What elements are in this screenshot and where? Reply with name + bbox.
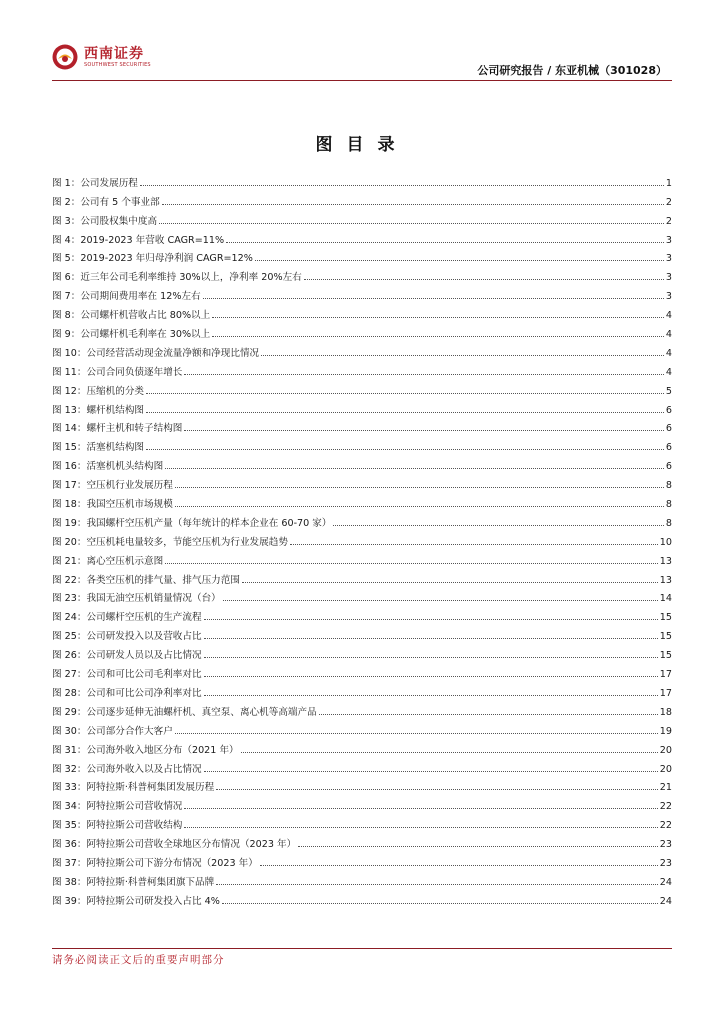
toc-entry[interactable] (52, 472, 672, 491)
toc-entry-page: 8 (665, 499, 672, 511)
toc-entry-label: 图 32：公司海外收入以及占比情况 (52, 763, 202, 775)
toc-entry-page: 13 (659, 574, 672, 586)
toc-entry-page: 8 (665, 480, 672, 492)
toc-entry-page: 6 (665, 404, 672, 416)
toc-entry-label: 图 3：公司股权集中度高 (52, 215, 158, 227)
toc-leader-dots (204, 638, 658, 639)
toc-entry-label: 图 16：活塞机机头结构图 (52, 461, 164, 473)
toc-leader-dots (212, 317, 664, 318)
toc-entry-label: 图 31：公司海外收入地区分布（2021 年） (52, 744, 239, 756)
toc-leader-dots (146, 449, 664, 450)
toc-entry[interactable] (52, 831, 672, 850)
toc-leader-dots (241, 752, 658, 753)
toc-entry-page: 21 (659, 782, 672, 794)
toc-entry-page: 17 (659, 669, 672, 681)
toc-entry[interactable] (52, 246, 672, 265)
toc-leader-dots (184, 374, 664, 375)
toc-entry-label: 图 19：我国螺杆空压机产量（每年统计的样本企业在 60-70 家） (52, 517, 332, 529)
toc-leader-dots (146, 412, 664, 413)
toc-entry[interactable] (52, 680, 672, 699)
toc-entry-page: 6 (665, 461, 672, 473)
toc-leader-dots (175, 733, 658, 734)
toc-entry[interactable] (52, 548, 672, 567)
toc-entry-page: 3 (665, 272, 672, 284)
toc-entry-label: 图 36：阿特拉斯公司营收全球地区分布情况（2023 年） (52, 839, 297, 851)
toc-entry-label: 图 9：公司螺杆机毛利率在 30%以上 (52, 329, 211, 341)
page-title: 图目录 (315, 135, 409, 155)
toc-entry[interactable] (52, 623, 672, 642)
toc-entry[interactable] (52, 416, 672, 435)
toc-entry-page: 3 (665, 291, 672, 303)
toc-entry[interactable] (52, 661, 672, 680)
footer-divider (52, 948, 672, 949)
toc-entry-label: 图 22：各类空压机的排气量、排气压力范围 (52, 574, 240, 586)
toc-entry[interactable] (52, 491, 672, 510)
toc-entry-label: 图 25：公司研发投入以及营收占比 (52, 631, 202, 643)
toc-entry-label: 图 35：阿特拉斯公司营收结构 (52, 820, 183, 832)
report-label: 公司研究报告 / 东亚机械（301028） (477, 64, 667, 77)
toc-entry-page: 20 (659, 763, 672, 775)
toc-entry-label: 图 10：公司经营活动现金流量净额和净现比情况 (52, 347, 260, 359)
toc-leader-dots (222, 903, 658, 904)
toc-entry-label: 图 30：公司部分合作大客户 (52, 725, 173, 737)
toc-entry[interactable] (52, 812, 672, 831)
toc-leader-dots (165, 563, 658, 564)
toc-entry[interactable] (52, 756, 672, 775)
toc-leader-dots (216, 884, 658, 885)
toc-entry[interactable] (52, 302, 672, 321)
toc-leader-dots (184, 827, 657, 828)
toc-entry-label: 图 24：公司螺杆空压机的生产流程 (52, 612, 202, 624)
toc-entry-page: 18 (659, 706, 672, 718)
toc-leader-dots (212, 336, 664, 337)
toc-entry[interactable] (52, 737, 672, 756)
toc-entry-label: 图 29：公司逐步延伸无油螺杆机、真空泵、离心机等高端产品 (52, 706, 317, 718)
toc-entry-page: 4 (665, 347, 672, 359)
toc-entry-label: 图 11：公司合同负债逐年增长 (52, 366, 183, 378)
toc-entry-page: 3 (665, 253, 672, 265)
toc-entry[interactable] (52, 189, 672, 208)
toc-leader-dots (261, 355, 664, 356)
toc-entry[interactable] (52, 359, 672, 378)
toc-entry-page: 3 (665, 234, 672, 246)
toc-leader-dots (223, 600, 658, 601)
toc-leader-dots (260, 865, 658, 866)
toc-entry-label: 图 20：空压机耗电量较多，节能空压机为行业发展趋势 (52, 536, 288, 548)
toc-entry[interactable] (52, 850, 672, 869)
toc-entry-label: 图 34：阿特拉斯公司营收情况 (52, 801, 183, 813)
toc-entry[interactable] (52, 775, 672, 794)
toc-entry-page: 24 (659, 895, 672, 907)
toc-leader-dots (175, 487, 664, 488)
toc-entry-label: 图 33：阿特拉斯·科普柯集团发展历程 (52, 782, 215, 794)
toc-entry-page: 6 (665, 423, 672, 435)
toc-entry[interactable] (52, 227, 672, 246)
toc-entry-page: 20 (659, 744, 672, 756)
toc-leader-dots (184, 430, 664, 431)
toc-entry-page: 2 (665, 196, 672, 208)
toc-entry-page: 22 (659, 820, 672, 832)
toc-entry-page: 22 (659, 801, 672, 813)
toc-entry[interactable] (52, 718, 672, 737)
toc-leader-dots (304, 279, 664, 280)
toc-leader-dots (140, 185, 664, 186)
toc-entry-label: 图 8：公司螺杆机营收占比 80%以上 (52, 310, 211, 322)
toc-entry-page: 4 (665, 310, 672, 322)
toc-entry[interactable] (52, 264, 672, 283)
toc-leader-dots (333, 525, 663, 526)
toc-entry-label: 图 27：公司和可比公司毛利率对比 (52, 669, 202, 681)
toc-entry[interactable] (52, 699, 672, 718)
company-logo (52, 44, 151, 70)
logo-cn-text: 西南证券 (84, 45, 144, 62)
toc-entry[interactable] (52, 170, 672, 189)
toc-entry[interactable] (52, 453, 672, 472)
toc-entry-page: 17 (659, 687, 672, 699)
toc-entry[interactable] (52, 378, 672, 397)
toc-entry-page: 24 (659, 876, 672, 888)
toc-entry-page: 19 (659, 725, 672, 737)
toc-entry[interactable] (52, 397, 672, 416)
toc-entry-page: 8 (665, 517, 672, 529)
toc-leader-dots (204, 771, 658, 772)
toc-entry-page: 15 (659, 650, 672, 662)
toc-entry[interactable] (52, 434, 672, 453)
toc-leader-dots (203, 298, 664, 299)
toc-leader-dots (319, 714, 658, 715)
toc-entry-label: 图 23：我国无油空压机销量情况（台） (52, 593, 221, 605)
toc-entry-label: 图 38：阿特拉斯·科普柯集团旗下品牌 (52, 876, 215, 888)
toc-entry-label: 图 5：2019-2023 年归母净利润 CAGR=12% (52, 253, 253, 265)
toc-entry-page: 1 (665, 177, 672, 189)
toc-leader-dots (175, 506, 664, 507)
toc-entry-page: 2 (665, 215, 672, 227)
toc-entry[interactable] (52, 529, 672, 548)
toc-entry-page: 5 (665, 385, 672, 397)
toc-entry[interactable] (52, 604, 672, 623)
toc-entry[interactable] (52, 642, 672, 661)
toc-entry[interactable] (52, 888, 672, 907)
toc-entry-label: 图 26：公司研发人员以及占比情况 (52, 650, 202, 662)
toc-leader-dots (204, 619, 658, 620)
toc-entry-label: 图 37：阿特拉斯公司下游分布情况（2023 年） (52, 857, 258, 869)
logo-en-text: SOUTHWEST SECURITIES (84, 61, 151, 68)
footer-notice: 请务必阅读正文后的重要声明部分 (52, 954, 225, 966)
toc-entry-label: 图 15：活塞机结构图 (52, 442, 145, 454)
toc-entry-label: 图 14：螺杆主机和转子结构图 (52, 423, 183, 435)
toc-entry-page: 23 (659, 839, 672, 851)
toc-entry-label: 图 21：离心空压机示意图 (52, 555, 164, 567)
toc-entry-label: 图 7：公司期间费用率在 12%左右 (52, 291, 201, 303)
toc-leader-dots (290, 544, 658, 545)
toc-entry-page: 10 (659, 536, 672, 548)
toc-entry-page: 4 (665, 366, 672, 378)
toc-leader-dots (146, 393, 664, 394)
toc-entry[interactable] (52, 586, 672, 605)
toc-entry-label: 图 2：公司有 5 个事业部 (52, 196, 160, 208)
toc-entry[interactable] (52, 340, 672, 359)
toc-entry-label: 图 17：空压机行业发展历程 (52, 480, 173, 492)
toc-leader-dots (204, 695, 658, 696)
toc-leader-dots (159, 223, 664, 224)
toc-entry-page: 15 (659, 631, 672, 643)
toc-entry[interactable] (52, 510, 672, 529)
figure-toc-list (52, 170, 672, 907)
logo-icon (52, 44, 78, 70)
toc-entry-page: 6 (665, 442, 672, 454)
toc-leader-dots (204, 657, 658, 658)
toc-entry-page: 14 (659, 593, 672, 605)
toc-entry-label: 图 28：公司和可比公司净利率对比 (52, 687, 202, 699)
toc-leader-dots (184, 808, 657, 809)
toc-entry-page: 4 (665, 329, 672, 341)
toc-entry[interactable] (52, 793, 672, 812)
toc-entry-label: 图 4：2019-2023 年营收 CAGR=11% (52, 234, 225, 246)
toc-entry-label: 图 1：公司发展历程 (52, 177, 138, 189)
toc-leader-dots (204, 676, 658, 677)
toc-leader-dots (242, 582, 658, 583)
toc-entry[interactable] (52, 283, 672, 302)
toc-leader-dots (255, 260, 664, 261)
toc-entry[interactable] (52, 567, 672, 586)
toc-entry[interactable] (52, 869, 672, 888)
toc-entry[interactable] (52, 208, 672, 227)
toc-entry-label: 图 12：压缩机的分类 (52, 385, 145, 397)
toc-entry-label: 图 18：我国空压机市场规模 (52, 499, 173, 511)
toc-entry-page: 23 (659, 857, 672, 869)
toc-entry-page: 13 (659, 555, 672, 567)
toc-entry-label: 图 39：阿特拉斯公司研发投入占比 4% (52, 895, 220, 907)
toc-leader-dots (165, 468, 664, 469)
toc-leader-dots (298, 846, 658, 847)
toc-entry-page: 15 (659, 612, 672, 624)
header-divider (52, 80, 672, 81)
toc-entry[interactable] (52, 321, 672, 340)
toc-leader-dots (162, 204, 664, 205)
toc-entry-label: 图 6：近三年公司毛利率维持 30%以上，净利率 20%左右 (52, 272, 302, 284)
toc-entry-label: 图 13：螺杆机结构图 (52, 404, 145, 416)
toc-leader-dots (216, 789, 658, 790)
toc-leader-dots (226, 242, 664, 243)
